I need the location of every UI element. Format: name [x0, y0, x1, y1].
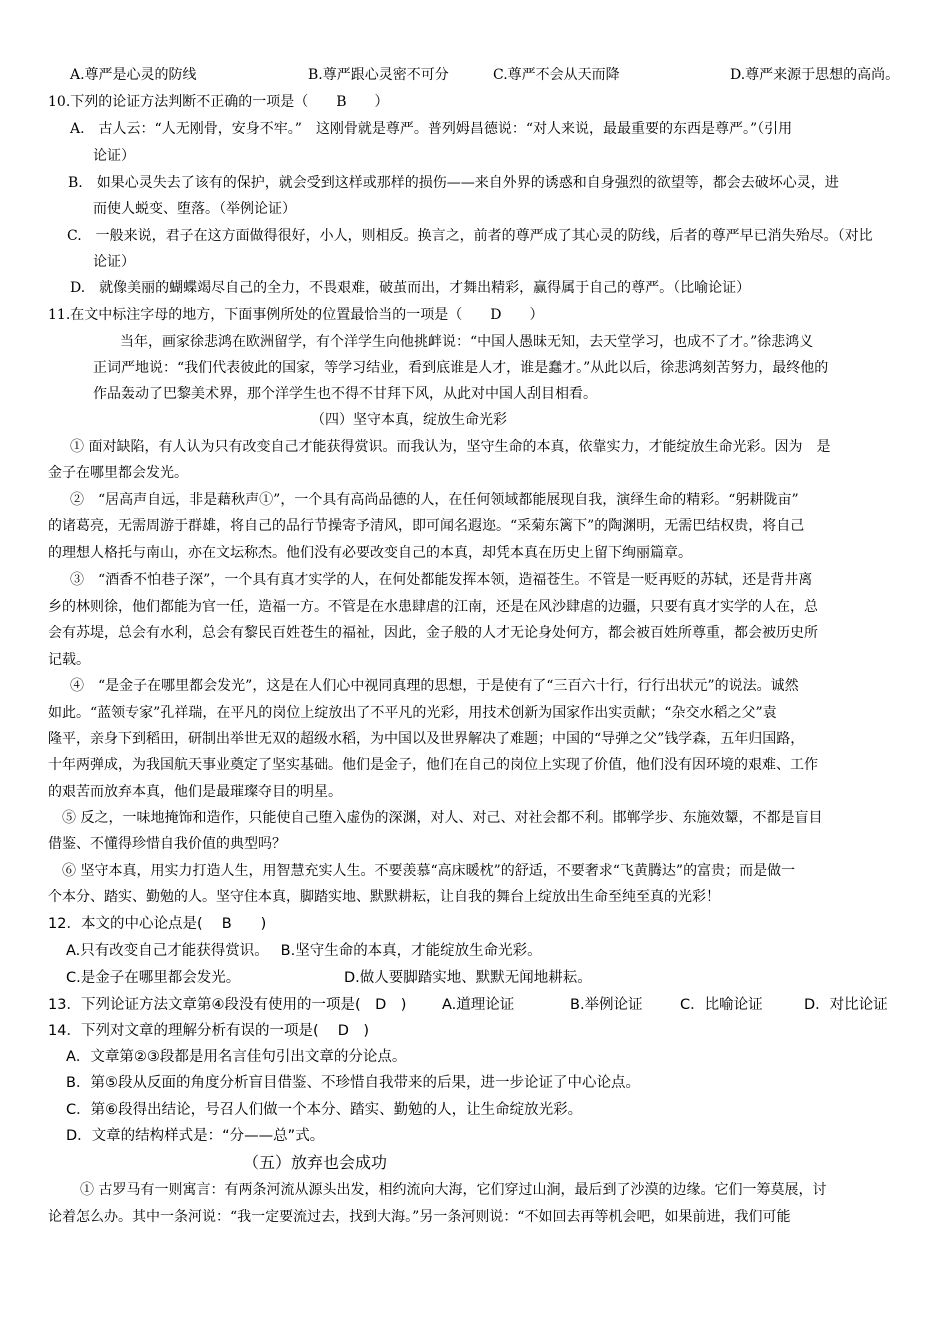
passage4-paragraph-5: ⑤ 反之，一味地掩饰和造作，只能使自己堕入虚伪的深渊，对人、对己、对社会都不利。邯郸学步、东施效颦，不都是盲目	[62, 810, 823, 826]
q9-option-d: D.尊严来源于思想的高尚。	[730, 67, 900, 83]
q12-option-d: D.做人要脚踏实地、默默无闻地耕耘。	[344, 970, 592, 986]
q11-excerpt-line: 当年，画家徐悲鸿在欧洲留学，有个洋学生向他挑衅说：“中国人愚昧无知，去天堂学习，也成不了才。”徐悲鸿义	[120, 334, 814, 350]
passage4-paragraph-5-cont: 借鉴、不懂得珍惜自我价值的典型吗？	[48, 836, 286, 852]
passage4-paragraph-2-cont: 的诸葛亮，无需周游于群雄，将自己的品行节操寄予清风，即可闻名遐迩。“采菊东篱下”的陶渊明，无需巴结权贵，将自己	[48, 518, 805, 534]
passage4-paragraph-3: ③ “酒香不怕巷子深”，一个具有真才实学的人，在何处都能发挥本领，造福苍生。不管是一贬再贬的苏轼，还是背井离	[70, 572, 813, 588]
passage4-paragraph-2: ② “居高声自远，非是藉秋声①”，一个具有高尚品德的人，在任何领域都能展现自我，演绎生命的精彩。“躬耕陇亩”	[70, 492, 799, 508]
passage4-title: （四）坚守本真，绽放生命光彩	[311, 412, 507, 428]
q13-option-a: A.道理论证	[442, 997, 515, 1013]
q13-option-b: B.举例论证	[570, 997, 643, 1013]
q10-option-c-cont: 论证）	[93, 254, 135, 270]
passage4-paragraph-4-cont: 如此。“蓝领专家”孔祥瑞，在平凡的岗位上绽放出了不平凡的光彩，用技术创新为国家作出实贡献；“杂交水稻之父”袁	[48, 705, 777, 721]
q13-option-d: D．对比论证	[804, 997, 888, 1013]
q9-option-b: B.尊严跟心灵密不可分	[308, 67, 449, 83]
q9-option-a: A.尊严是心灵的防线	[70, 67, 197, 83]
q10-option-a: A. 古人云：“人无刚骨，安身不牢。” 这刚骨就是尊严。普列姆昌德说：“对人来说，最最重要的东西是尊严。”（引用	[70, 121, 793, 137]
q12-stem: 12．本文的中心论点是( B )	[48, 916, 267, 932]
q14-option-c: C．第⑥段得出结论，号召人们做一个本分、踏实、勤勉的人，让生命绽放光彩。	[66, 1102, 583, 1118]
q11-stem: 11.在文中标注字母的地方，下面事例所处的位置最恰当的一项是（ D ）	[48, 307, 544, 323]
passage4-paragraph-3-cont: 会有苏堤，总会有水利，总会有黎民百姓苍生的福祉，因此，金子般的人才无论身处何方，都会被百姓所尊重，都会被历史所	[48, 625, 818, 641]
passage5-paragraph-1-cont: 论着怎么办。其中一条河说：“我一定要流过去，找到大海。”另一条河则说：“不如回去再等机会吧，如果前进，我们可能	[48, 1209, 791, 1225]
passage4-paragraph-4-cont: 隆平，亲身下到稻田，研制出举世无双的超级水稻，为中国以及世界解决了难题；中国的“导弹之父”钱学森，五年归国路，	[48, 731, 805, 747]
passage4-paragraph-3-cont: 乡的林则徐，他们都能为官一任，造福一方。不管是在水患肆虐的江南，还是在风沙肆虐的边疆，只要有真才实学的人在，总	[48, 599, 818, 615]
passage4-paragraph-4: ④ “是金子在哪里都会发光”，这是在人们心中视同真理的思想，于是使有了“三百六十行，行行出状元”的说法。诚然	[70, 678, 799, 694]
q14-option-d: D．文章的结构样式是：“分——总”式。	[66, 1128, 325, 1144]
passage4-paragraph-4-cont: 的艰苦而放弃本真，他们是最璀璨夺目的明星。	[48, 784, 342, 800]
passage4-paragraph-6-cont: 个本分、踏实、勤勉的人。坚守住本真，脚踏实地、默默耕耘，让自我的舞台上绽放出生命至纯至真的光彩！	[48, 889, 720, 905]
q11-excerpt-line: 作品轰动了巴黎美术界，那个洋学生也不得不甘拜下风，从此对中国人刮目相看。	[93, 386, 597, 402]
q10-option-b-cont: 而使人蜕变、堕落。（举例论证）	[93, 201, 296, 217]
q14-option-a: A．文章第②③段都是用名言佳句引出文章的分论点。	[66, 1049, 407, 1065]
passage4-paragraph-1: ① 面对缺陷，有人认为只有改变自己才能获得赏识。而我认为，坚守生命的本真，依靠实力，才能绽放生命光彩。因为 是	[70, 439, 831, 455]
q12-option-c: C.是金子在哪里都会发光。	[66, 970, 241, 986]
passage4-paragraph-4-cont: 十年两弹成，为我国航天事业奠定了坚实基础。他们是金子，他们在自己的岗位上实现了价值，他们没有因环境的艰难、工作	[48, 757, 818, 773]
q11-excerpt-line: 正词严地说：“我们代表彼此的国家，等学习结业，看到底谁是人才，谁是蠢才。”从此以后，徐悲鸿刻苦努力，最终他的	[93, 360, 829, 376]
q10-option-d: D. 就像美丽的蝴蝶竭尽自己的全力，不畏艰难，破茧而出，才舞出精彩，赢得属于自己的尊严。（比喻论证）	[70, 280, 751, 296]
passage4-paragraph-1-cont: 金子在哪里都会发光。	[48, 465, 188, 481]
passage5-title: （五）放弃也会成功	[243, 1153, 388, 1172]
q14-stem: 14．下列对文章的理解分析有误的一项是( D )	[48, 1023, 370, 1039]
passage4-paragraph-2-cont: 的理想人格托与南山，亦在文坛称杰。他们没有必要改变自己的本真，却凭本真在历史上留下绚丽篇章。	[48, 545, 692, 561]
q10-stem: 10.下列的论证方法判断不正确的一项是（ B ）	[48, 94, 389, 110]
q13-stem: 13．下列论证方法文章第④段没有使用的一项是( D )	[48, 997, 407, 1013]
q12-options-ab: A.只有改变自己才能获得赏识。 B.坚守生命的本真，才能绽放生命光彩。	[66, 943, 542, 959]
q14-option-b: B．第⑤段从反面的角度分析盲目借鉴、不珍惜自我带来的后果，进一步论证了中心论点。	[66, 1075, 640, 1091]
q10-option-c: C. 一般来说，君子在这方面做得很好，小人，则相反。换言之，前者的尊严成了其心灵的防线，后者的尊严早已消失殆尽。（对比	[67, 228, 873, 244]
passage5-paragraph-1: ① 古罗马有一则寓言：有两条河流从源头出发，相约流向大海，它们穿过山涧，最后到了沙漠的边缘。它们一筹莫展，讨	[80, 1182, 827, 1198]
q10-option-b: B. 如果心灵失去了该有的保护，就会受到这样或那样的损伤——来自外界的诱惑和自身强烈的欲望等，都会去破坏心灵，进	[68, 175, 839, 191]
q10-option-a-cont: 论证）	[93, 148, 135, 164]
q13-option-c: C．比喻论证	[680, 997, 763, 1013]
passage4-paragraph-6: ⑥ 坚守本真，用实力打造人生，用智慧充实人生。不要羡慕“高床暖枕”的舒适，不要奢求“飞黄腾达”的富贵；而是做一	[62, 863, 796, 879]
q9-option-c: C.尊严不会从天而降	[493, 67, 620, 83]
passage4-paragraph-3-cont: 记载。	[48, 652, 90, 668]
